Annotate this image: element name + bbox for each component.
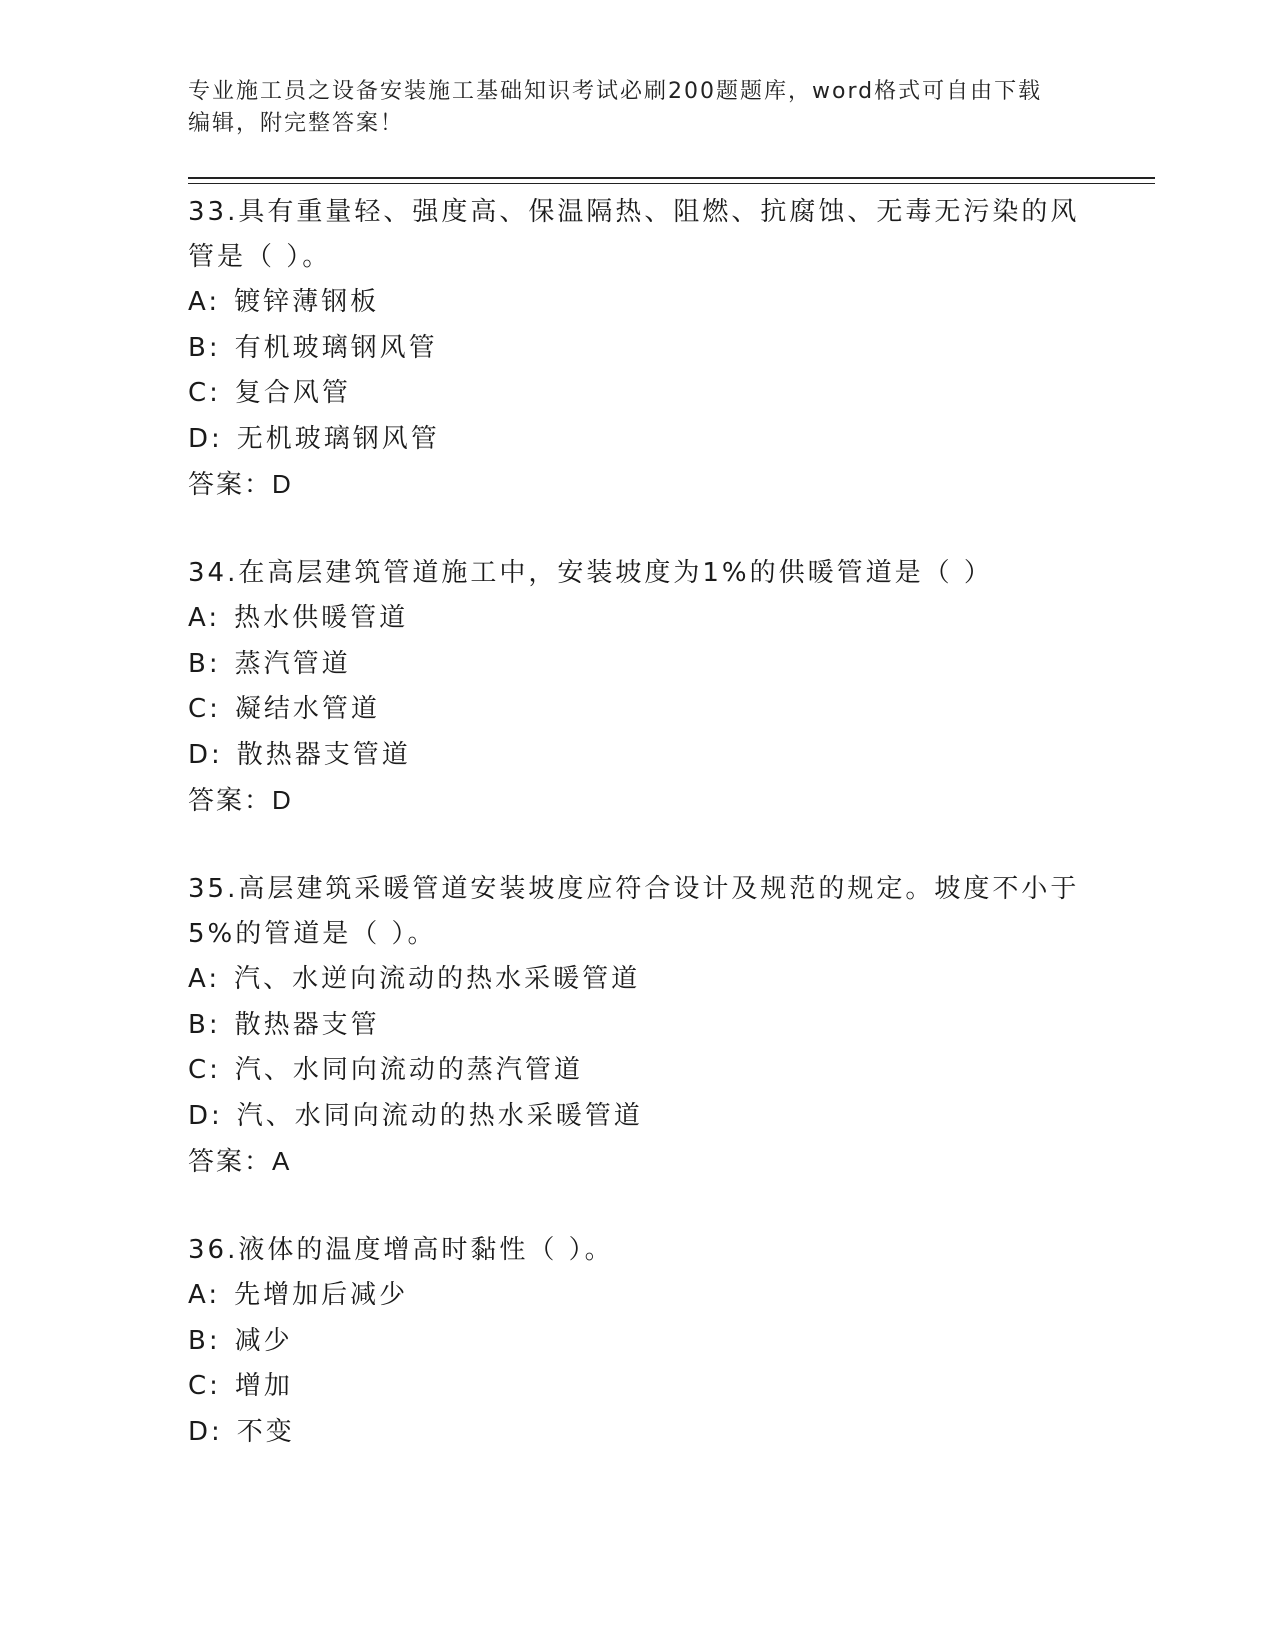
header-divider-thick (188, 177, 1155, 179)
option-label: B: (188, 648, 221, 679)
option-label: D: (188, 423, 223, 454)
question-stem (188, 867, 1088, 957)
option-label: A: (188, 964, 221, 994)
option-c (188, 1048, 1088, 1094)
answer: 答案：D (188, 785, 293, 815)
option-label: C: (188, 1371, 221, 1401)
question-33 (188, 190, 1088, 507)
option-text: 汽、水同向流动的蒸汽管道 (234, 1055, 583, 1085)
option-text: 散热器支管道 (236, 739, 411, 770)
option-text: 蒸汽管道 (234, 648, 351, 679)
option-c (188, 687, 1088, 733)
option-a (188, 280, 1088, 326)
question-stem-line: 34.在高层建筑管道施工中，安装坡度为1%的供暖管道是（ ） (188, 558, 993, 588)
option-a (188, 1273, 1088, 1319)
answer: 答案：A (188, 1146, 292, 1176)
option-text: 无机玻璃钢风管 (236, 423, 440, 454)
question-stem-line: 管是（ ）。 (188, 242, 332, 272)
option-label: C: (188, 378, 221, 408)
header-line-1: 专业施工员之设备安装施工基础知识考试必刷200题题库，word格式可自由下载 (188, 79, 1043, 104)
answer: 答案：D (188, 469, 293, 499)
option-label: A: (188, 603, 221, 633)
option-text: 减少 (234, 1325, 293, 1356)
option-text: 先增加后减少 (234, 1280, 409, 1310)
question-stem (188, 190, 1088, 280)
question-stem-line: 36.液体的温度增高时黏性（ ）。 (188, 1235, 614, 1265)
option-d (188, 1094, 1088, 1140)
option-text: 镀锌薄钢板 (234, 287, 380, 317)
option-a (188, 596, 1088, 642)
option-label: D: (188, 1100, 223, 1131)
option-label: A: (188, 1280, 221, 1310)
option-text: 复合风管 (234, 378, 351, 408)
option-label: B: (188, 1009, 221, 1040)
option-label: A: (188, 287, 221, 317)
option-label: B: (188, 332, 221, 363)
option-c (188, 1364, 1088, 1410)
option-b (188, 642, 1088, 688)
question-stem (188, 551, 1088, 596)
option-c (188, 371, 1088, 417)
option-b (188, 1319, 1088, 1365)
option-b (188, 326, 1088, 372)
option-text: 不变 (236, 1416, 295, 1447)
header-divider-thin (188, 183, 1155, 184)
document-header (188, 76, 1068, 140)
option-text: 散热器支管 (234, 1009, 380, 1040)
question-34 (188, 551, 1088, 823)
option-d (188, 733, 1088, 779)
option-text: 汽、水逆向流动的热水采暖管道 (234, 964, 641, 994)
option-d (188, 1410, 1088, 1456)
option-a (188, 957, 1088, 1003)
question-stem (188, 1228, 1088, 1273)
option-text: 热水供暖管道 (234, 603, 409, 633)
option-label: C: (188, 694, 221, 724)
option-d (188, 417, 1088, 463)
question-36 (188, 1228, 1088, 1455)
option-label: B: (188, 1325, 221, 1356)
header-line-2: 编辑，附完整答案！ (188, 111, 405, 136)
option-text: 有机玻璃钢风管 (234, 332, 438, 363)
option-label: D: (188, 1416, 223, 1447)
option-text: 增加 (234, 1371, 293, 1401)
question-list (188, 190, 1088, 1499)
option-b (188, 1003, 1088, 1049)
question-35 (188, 867, 1088, 1184)
option-text: 汽、水同向流动的热水采暖管道 (236, 1100, 643, 1131)
question-stem-line: 33.具有重量轻、强度高、保温隔热、阻燃、抗腐蚀、无毒无污染的风 (188, 197, 1080, 227)
option-label: C: (188, 1055, 221, 1085)
option-text: 凝结水管道 (234, 694, 380, 724)
question-stem-line: 35.高层建筑采暖管道安装坡度应符合设计及规范的规定。坡度不小于 (188, 874, 1080, 904)
question-stem-line: 5%的管道是（ ）。 (188, 919, 437, 949)
option-label: D: (188, 739, 223, 770)
